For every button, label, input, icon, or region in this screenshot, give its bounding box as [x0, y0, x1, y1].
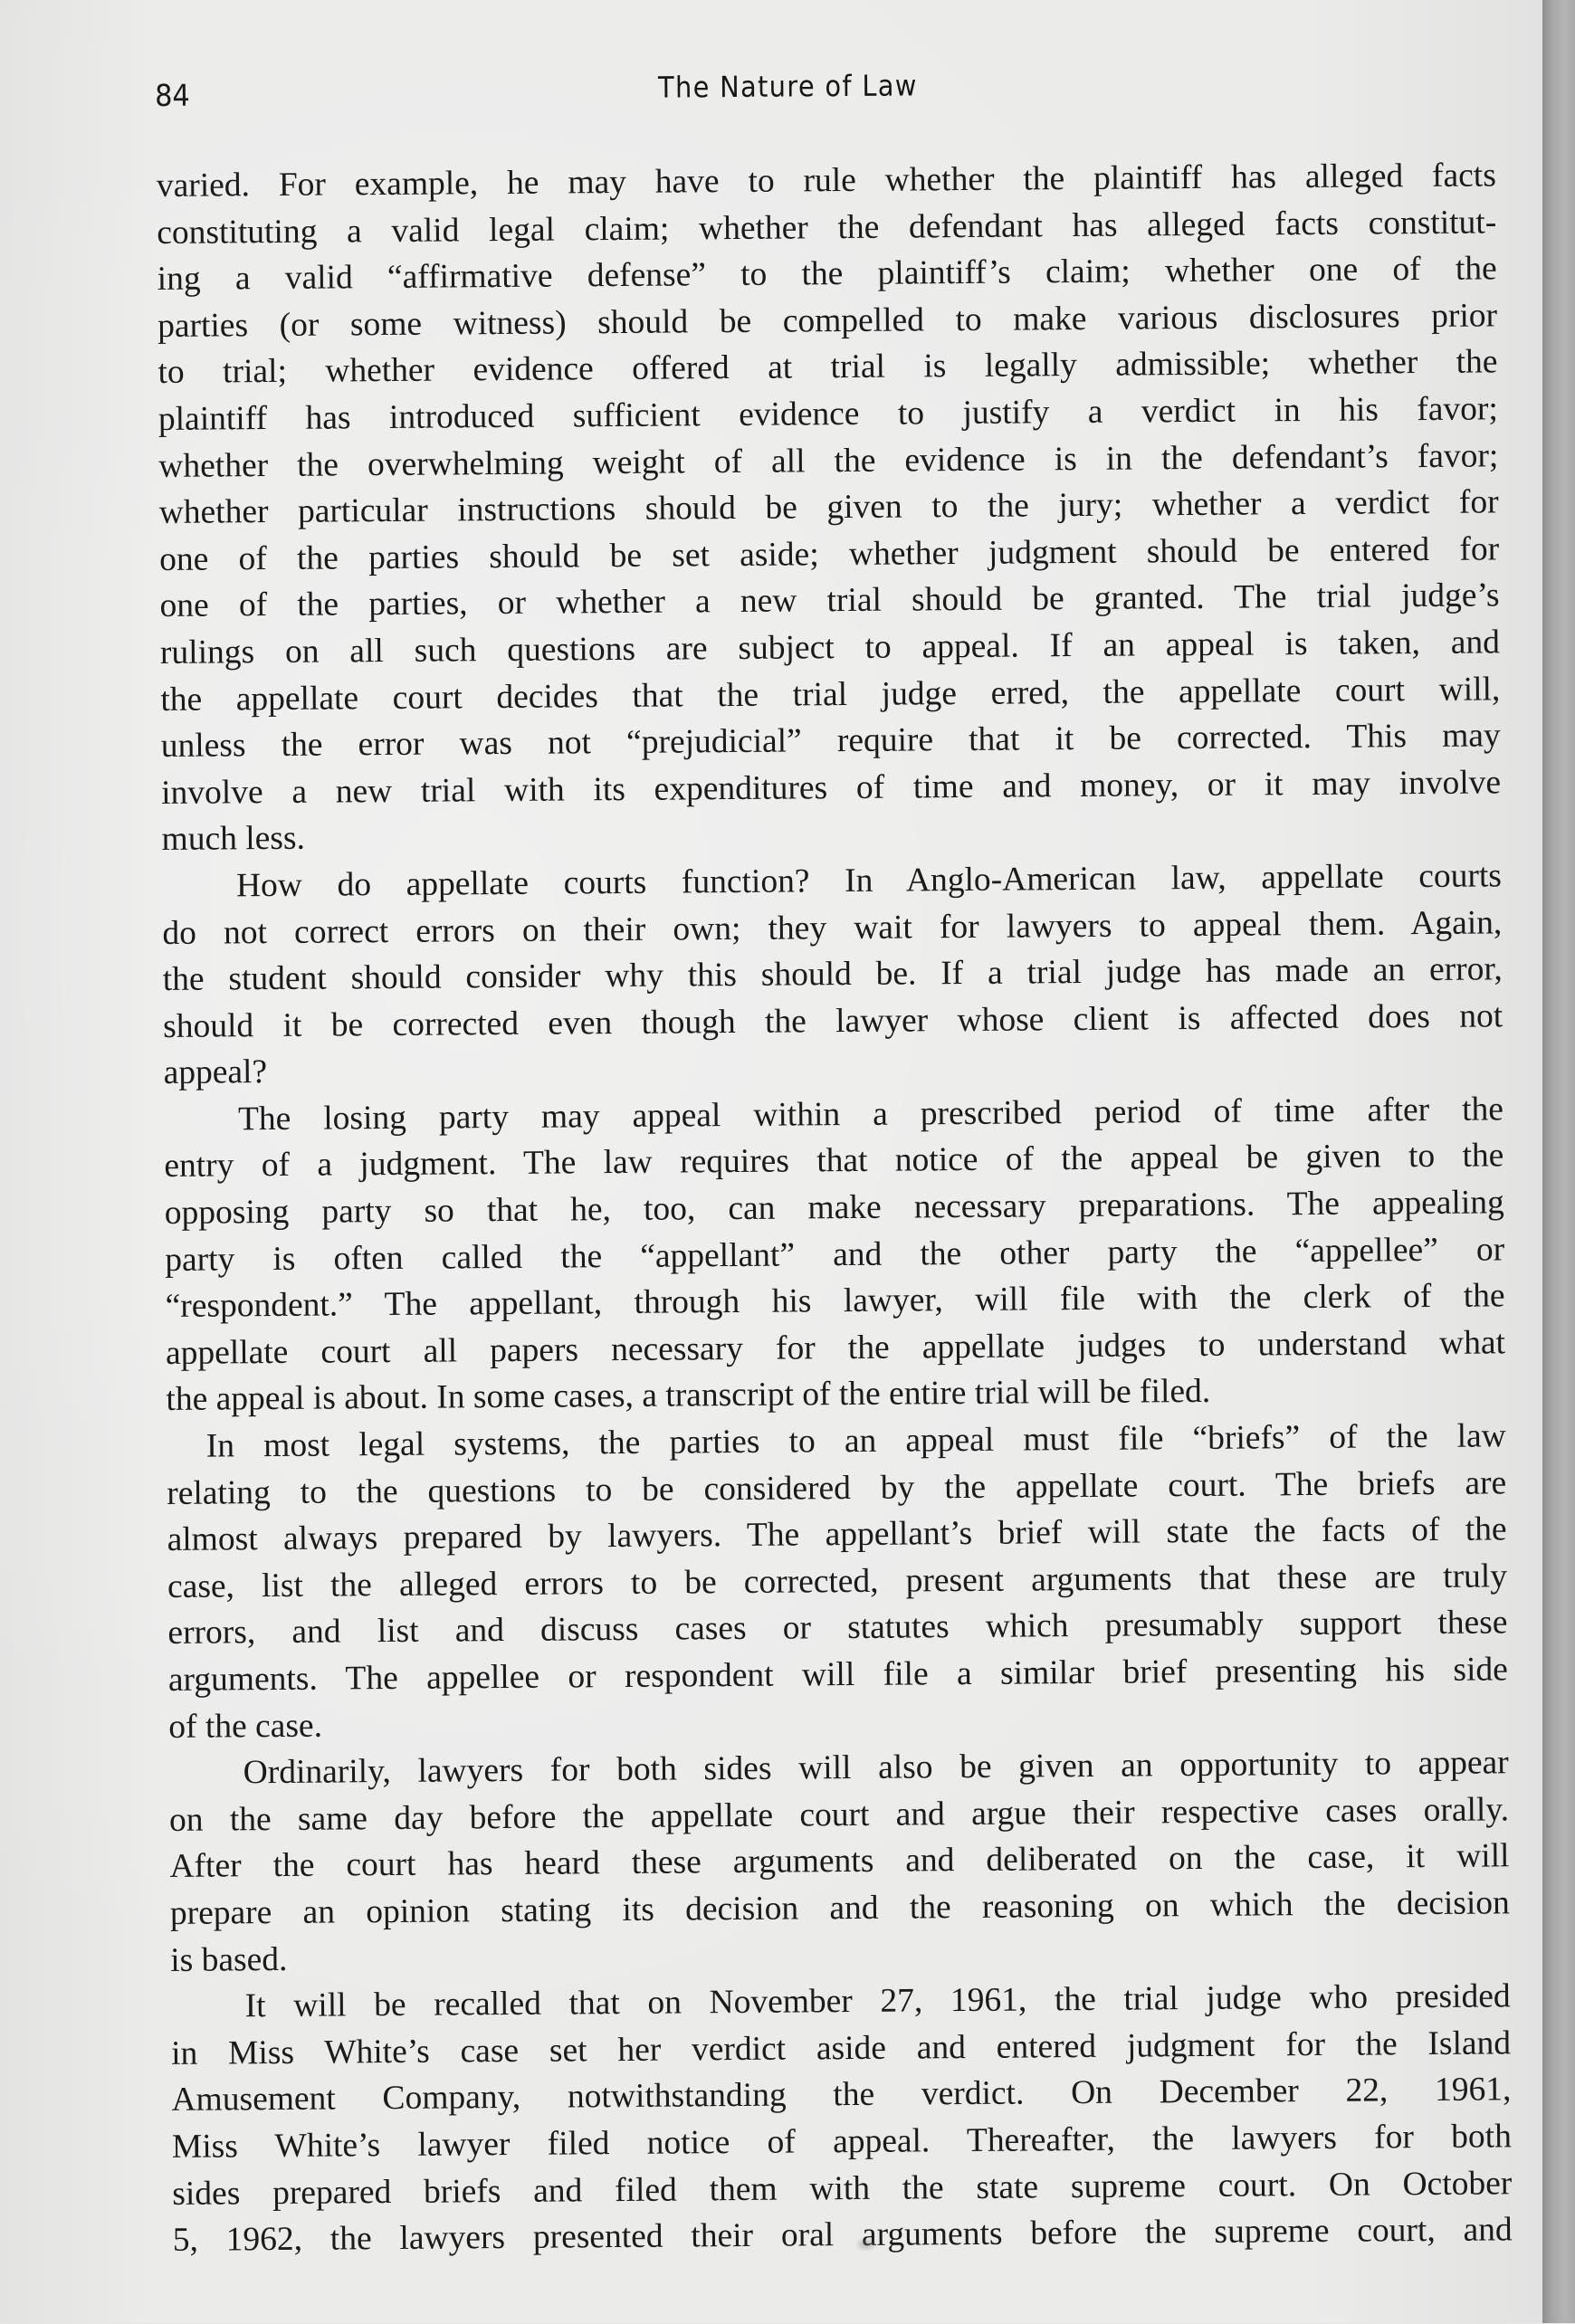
paragraph — [162, 852, 1503, 1097]
text-line: involve a new trial with its expenditures of time and money, or it may involve — [161, 764, 1502, 812]
text-line: party is often called the “appellant” and the other party the “appellee” or — [165, 1230, 1505, 1279]
paragraph — [164, 1086, 1506, 1424]
text-line: constituting a valid legal claim; whether the defendant has alleged facts constitut- — [157, 203, 1497, 252]
text-line: the student should consider why this should be. If a trial judge has made an error, — [162, 950, 1503, 999]
text-line: one of the parties, or whether a new trial should be granted. The trial judge’s — [159, 576, 1500, 625]
text-line: The losing party may appeal within a prescribed period of time after the — [237, 1091, 1504, 1138]
running-head-title: The Nature of Law — [657, 68, 918, 105]
text-line: ing a valid “affirmative defense” to the plaintiff’s claim; whether one of the — [157, 250, 1497, 299]
text-line: “respondent.” The appellant, through his lawyer, will file with the clerk of the — [165, 1277, 1505, 1326]
paragraph — [171, 1973, 1513, 2263]
text-line: 5, 1962, the lawyers presented their oral arguments before the supreme court, and — [172, 2211, 1513, 2260]
text-line: on the same day before the appellate court and argue their respective cases orally. — [168, 1791, 1510, 1839]
text-line: of the case. — [168, 1707, 323, 1746]
paragraph — [168, 1740, 1510, 1985]
text-line: parties (or some witness) should be compelled to make various disclosures prior — [157, 297, 1498, 345]
text-line: After the court has heard these arguments and deliberated on the case, it will — [169, 1837, 1510, 1886]
text-line: do not correct errors on their own; they wait for lawyers to appeal them. Again, — [162, 903, 1503, 952]
text-line: rulings on all such questions are subject to appeal. If an appeal is taken, and — [159, 624, 1501, 671]
text-line: prepare an opinion stating its decision and the reasoning on which the decision — [169, 1884, 1511, 1932]
page-binding-edge — [1542, 0, 1575, 2323]
text-line: the appellate court decides that the trial judge erred, the appellate court will, — [160, 670, 1501, 719]
text-line: whether particular instructions should be given to the jury; whether a verdict for — [158, 483, 1499, 532]
text-line: unless the error was not “prejudicial” require that it be corrected. This may — [160, 717, 1501, 766]
text-line: It will be recalled that on November 27, 1961, the trial judge who presided — [244, 1977, 1511, 2025]
text-line: almost always prepared by lawyers. The appellant’s brief will state the facts of the — [167, 1510, 1507, 1559]
text-line: should it be corrected even though the lawyer whose client is affected does not — [163, 997, 1503, 1045]
paragraph — [157, 152, 1502, 863]
text-line: plaintiff has introduced sufficient evidence to justify a verdict in his favor; — [158, 390, 1499, 438]
text-line: errors, and list and discuss cases or statutes which presumably support these — [167, 1604, 1508, 1653]
text-line: Ordinarily, lawyers for both sides will also be given an opportunity to appear — [243, 1744, 1509, 1792]
text-line: is based. — [170, 1940, 288, 1979]
text-line: relating to the questions to be considered by the appellate court. The briefs are — [167, 1463, 1507, 1512]
text-line: whether the overwhelming weight of all the evidence is in the defendant’s favor; — [158, 436, 1499, 485]
text-line: one of the parties should be set aside; whether judgment should be entered for — [158, 530, 1500, 578]
text-line: In most legal systems, the parties to an appeal must file “briefs” of the law — [205, 1417, 1506, 1465]
text-line: to trial; whether evidence offered at trial is legally admissible; whether the — [158, 343, 1498, 392]
text-line: entry of a judgment. The law requires that notice of the appeal be given to the — [164, 1137, 1504, 1186]
text-line: opposing party so that he, too, can make necessary preparations. The appealing — [164, 1184, 1504, 1233]
body-text — [157, 152, 1513, 2263]
text-line: appellate court all papers necessary for the appellate judges to understand what — [165, 1324, 1506, 1372]
text-line: Miss White’s lawyer filed notice of appeal. Thereafter, the lawyers for both — [171, 2118, 1513, 2166]
text-line: much less. — [161, 820, 306, 859]
text-line: Amusement Company, notwithstanding the verdict. On December 22, 1961, — [171, 2071, 1512, 2119]
text-line: case, list the alleged errors to be corrected, present arguments that these are truly — [167, 1557, 1508, 1605]
paper-smudge — [858, 2240, 874, 2249]
text-line: arguments. The appellee or respondent will file a similar brief presenting his side — [167, 1651, 1508, 1699]
text-line: How do appellate courts function? In Anglo-American law, appellate courts — [235, 857, 1503, 905]
text-line: appeal? — [163, 1053, 268, 1092]
paragraph — [167, 1413, 1509, 1750]
page-number: 84 — [154, 77, 190, 114]
text-line: in Miss White’s case set her verdict aside and entered judgment for the Island — [170, 2024, 1512, 2072]
text-line: the appeal is about. In some cases, a transcript of the entire trial will be filed. — [166, 1373, 1211, 1419]
text-line: varied. For example, he may have to rule whether the plaintiff has alleged facts — [156, 157, 1497, 205]
text-line: sides prepared briefs and filed them with the state supreme court. On October — [172, 2164, 1513, 2213]
